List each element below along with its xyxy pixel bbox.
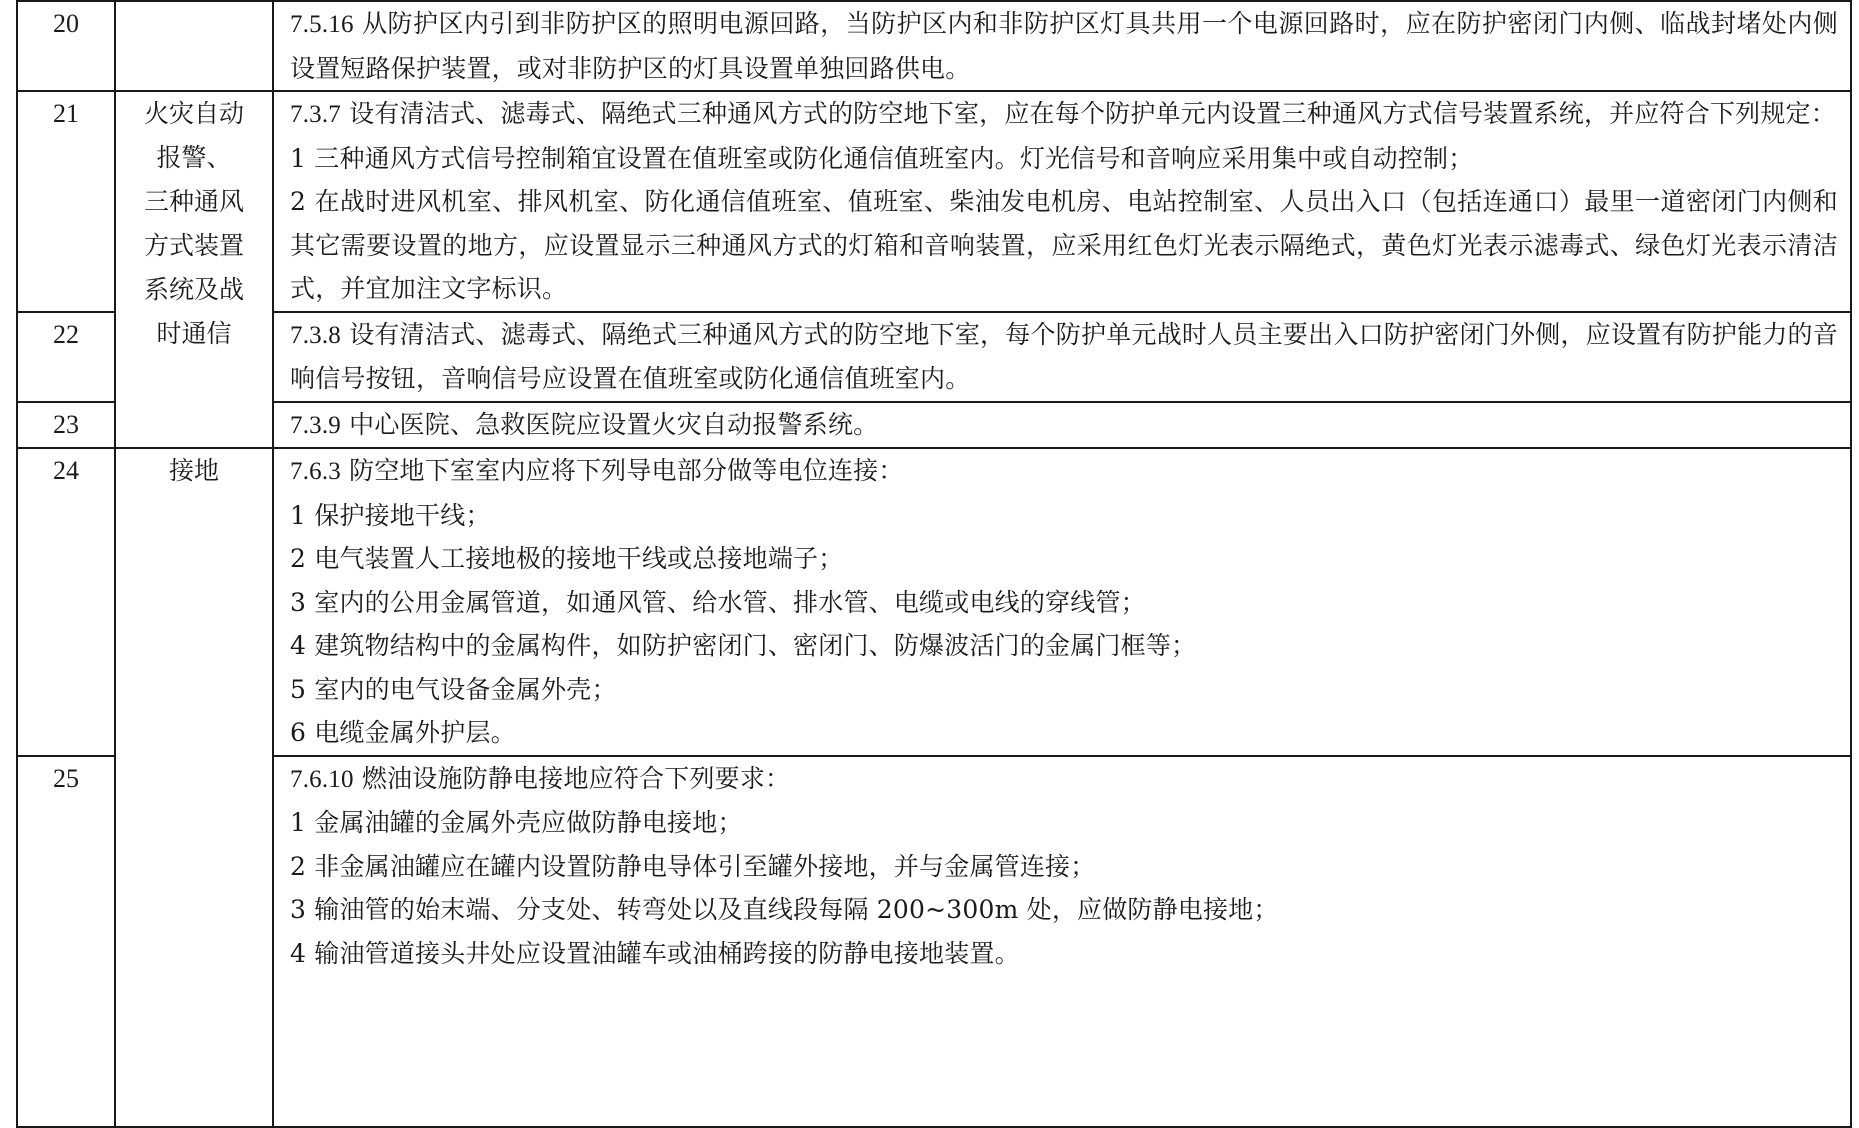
- specification-table: [16, 0, 1852, 1128]
- table-row: [17, 1, 1851, 91]
- clause-item: 5 室内的电气设备金属外壳；: [290, 674, 617, 704]
- clause-item: 2 电气装置人工接地极的接地干线或总接地端子；: [290, 544, 844, 573]
- clause-item: 3 室内的公用金属管道，如通风管、给水管、排水管、电缆或电线的穿线管；: [290, 587, 1146, 617]
- category-cell-empty: [115, 1, 273, 91]
- clause-content: [273, 1, 1851, 91]
- clause-number: 7.3.9: [290, 411, 341, 439]
- row-number: 23: [17, 402, 115, 449]
- row-number: 25: [17, 756, 115, 1127]
- table-row: [17, 402, 1851, 449]
- clause-paragraph: 7.6.3 防空地下室室内应将下列导电部分做等电位连接：: [290, 456, 904, 485]
- clause-number: 7.5.16: [290, 11, 354, 38]
- clause-paragraph: 7.3.8 设有清洁式、滤毒式、隔绝式三种通风方式的防空地下室，每个防护单元战时人员主要出入口防护密闭门外侧，应设置有防护能力的音响信号按钮，音响信号应设置在值班室或防化通信值班室内。: [290, 319, 1838, 393]
- clause-content: [273, 312, 1851, 402]
- clause-content: [273, 91, 1851, 312]
- row-number: 21: [17, 91, 115, 312]
- clause-item: 2 在战时进风机室、排风机室、防化通信值班室、值班室、柴油发电机房、电站控制室、人员出入口（包括连通口）最里一道密闭门内侧和其它需要设置的地方，应设置显示三种通风方式的灯箱和音响装置，应采用红色灯光表示隔绝式，黄色灯光表示滤毒式、绿色灯光表示清洁式，并宜加注文字标识。: [290, 187, 1838, 303]
- table-row: [17, 312, 1851, 402]
- clause-number: 7.6.3: [290, 458, 341, 485]
- table-row: [17, 756, 1851, 1127]
- clause-item: 4 输油管道接头井处应设置油罐车或油桶跨接的防静电接地装置。: [290, 938, 1020, 968]
- category-cell-alarm-communication: 火灾自动 报警、 三种通风 方式装置 系统及战 时通信: [115, 91, 273, 448]
- clause-paragraph: 7.3.9 中心医院、急救医院应设置火灾自动报警系统。: [290, 409, 879, 439]
- clause-paragraph: 7.6.10 燃油设施防静电接地应符合下列要求：: [290, 763, 791, 793]
- clause-number: 7.3.7: [290, 101, 341, 128]
- clause-item: 1 三种通风方式信号控制箱宜设置在值班室或防化通信值班室内。灯光信号和音响应采用集中或自动控制；: [290, 143, 1474, 173]
- row-number: 22: [17, 312, 115, 402]
- clause-item: 6 电缆金属外护层。: [290, 718, 516, 747]
- clause-paragraph: 7.5.16 从防护区内引到非防护区的照明电源回路，当防护区内和非防护区灯具共用一个电源回路时，应在防护密闭门内侧、临战封堵处内侧设置短路保护装置，或对非防护区的灯具设置单独回路供电。: [290, 9, 1838, 83]
- clause-number: 7.6.10: [290, 765, 354, 793]
- clause-item: 1 保护接地干线；: [290, 500, 491, 530]
- table-row: [17, 91, 1851, 312]
- clause-paragraph: 7.3.7 设有清洁式、滤毒式、隔绝式三种通风方式的防空地下室，应在每个防护单元内设置三种通风方式信号装置系统，并应符合下列规定：: [290, 99, 1836, 128]
- clause-item: 4 建筑物结构中的金属构件，如防护密闭门、密闭门、防爆波活门的金属门框等；: [290, 631, 1197, 660]
- clause-number: 7.3.8: [290, 321, 341, 349]
- table-row: [17, 448, 1851, 756]
- row-number: 20: [17, 1, 115, 91]
- clause-content: [273, 402, 1851, 449]
- spec-table-page: [16, 0, 1850, 1111]
- category-cell-grounding: 接地: [115, 448, 273, 1127]
- row-number: 24: [17, 448, 115, 756]
- clause-item: 1 金属油罐的金属外壳应做防静电接地；: [290, 808, 743, 837]
- clause-item: 3 输油管的始末端、分支处、转弯处以及直线段每隔 200~300m 处，应做防静电接地；: [290, 895, 1279, 924]
- clause-content: [273, 448, 1851, 756]
- clause-item: 2 非金属油罐应在罐内设置防静电导体引至罐外接地，并与金属管连接；: [290, 851, 1096, 881]
- clause-content: [273, 756, 1851, 1127]
